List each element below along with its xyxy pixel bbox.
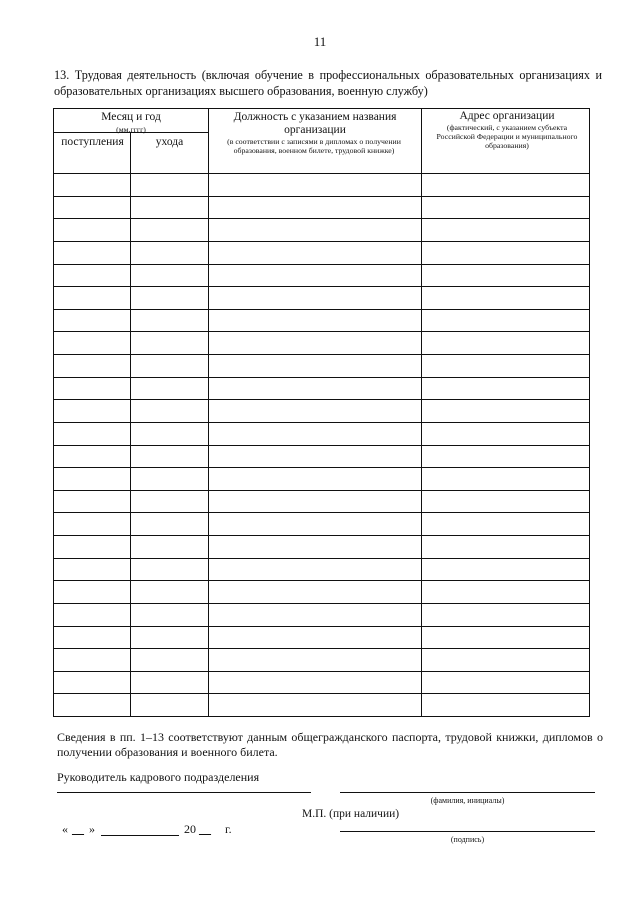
- table-row: [54, 309, 589, 310]
- date-month-line: [101, 835, 179, 836]
- header-position-note: (в соответствии с записями в дипломах о получении образования, военном билете, трудовой книжке): [227, 137, 401, 155]
- stamp-label: М.П. (при наличии): [302, 808, 400, 820]
- table-row: [54, 218, 589, 219]
- header-address: Адрес организации: [459, 110, 555, 122]
- table-row: [54, 535, 589, 536]
- table-row: [54, 377, 589, 378]
- signer-signature-line-left: [57, 792, 311, 793]
- work-history-table: [53, 108, 590, 717]
- signer-title: Руководитель кадрового подразделения: [57, 770, 260, 784]
- header-month-year-format: (мм.гггг): [116, 125, 146, 134]
- header-subdivider: [54, 132, 208, 133]
- date-year-blank: __: [199, 822, 211, 836]
- confirmation-text: Сведения в пп. 1–13 соответствуют данным общегражданского паспорта, трудовой книжки, дипломов о получении образования и военного билета.: [57, 730, 603, 759]
- table-row: [54, 286, 589, 287]
- table-row: [54, 648, 589, 649]
- date-year-prefix: 20: [184, 822, 196, 836]
- name-caption: (фамилия, инициалы): [430, 796, 505, 805]
- page-number: 11: [313, 34, 327, 49]
- table-row: [54, 445, 589, 446]
- table-row: [54, 241, 589, 242]
- date-year-suffix: г.: [225, 822, 232, 836]
- date-day-blank: __: [72, 822, 84, 836]
- column-divider-start-end: [130, 133, 131, 716]
- table-row: [54, 580, 589, 581]
- signature-caption: (подпись): [450, 835, 485, 844]
- table-row: [54, 354, 589, 355]
- table-row: [54, 603, 589, 604]
- table-row: [54, 626, 589, 627]
- table-row: [54, 264, 589, 265]
- header-end-date: ухода: [155, 136, 184, 148]
- header-position: Должность с указанием названия организации: [233, 111, 397, 137]
- signature-line: [340, 831, 595, 832]
- table-row: [54, 467, 589, 468]
- table-row: [54, 512, 589, 513]
- header-month-year: Месяц и год: [101, 111, 161, 123]
- table-row: [54, 173, 589, 174]
- header-address-note: (фактический, с указанием субъекта Российской Федерации и муниципального образования): [436, 123, 578, 150]
- table-row: [54, 693, 589, 694]
- table-row: [54, 671, 589, 672]
- date-close-quote: »: [89, 822, 95, 836]
- name-line: [340, 792, 595, 793]
- date-open-quote: «: [62, 822, 68, 836]
- table-row: [54, 558, 589, 559]
- table-row: [54, 331, 589, 332]
- table-row: [54, 196, 589, 197]
- section-title: 13. Трудовая деятельность (включая обучение в профессиональных образовательных организациях и образовательных организациях высшего образования, военную службу): [54, 68, 602, 98]
- table-row: [54, 422, 589, 423]
- table-row: [54, 399, 589, 400]
- table-row: [54, 490, 589, 491]
- header-start-date: поступления: [61, 136, 124, 148]
